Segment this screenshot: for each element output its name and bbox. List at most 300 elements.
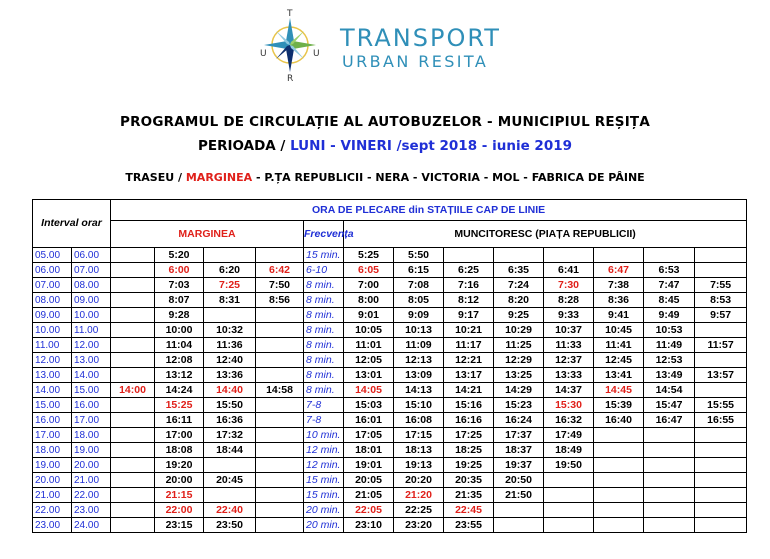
departure-marginea: 6:20 <box>204 263 256 278</box>
departure-muncitoresc: 13:41 <box>594 368 644 383</box>
frequency-header: Frecvența <box>304 221 344 248</box>
departure-muncitoresc <box>544 503 594 518</box>
station-b-header: MUNCITORESC (PIAȚA REPUBLICII) <box>344 221 747 248</box>
departure-marginea <box>111 308 155 323</box>
departure-muncitoresc: 12:37 <box>544 353 594 368</box>
departure-muncitoresc <box>494 503 544 518</box>
departure-marginea <box>111 248 155 263</box>
interval-from: 06.00 <box>33 263 72 278</box>
interval-from: 15.00 <box>33 398 72 413</box>
departure-marginea: 7:50 <box>256 278 304 293</box>
table-row <box>33 323 747 338</box>
departure-marginea: 23:50 <box>204 518 256 533</box>
departure-muncitoresc: 19:13 <box>394 458 444 473</box>
departure-muncitoresc <box>594 248 644 263</box>
departure-muncitoresc: 10:21 <box>444 323 494 338</box>
departure-muncitoresc: 8:53 <box>695 293 747 308</box>
departure-muncitoresc: 12:21 <box>444 353 494 368</box>
interval-to: 23.00 <box>72 503 111 518</box>
departure-marginea <box>111 443 155 458</box>
departure-muncitoresc: 10:13 <box>394 323 444 338</box>
departure-muncitoresc: 8:12 <box>444 293 494 308</box>
interval-from: 16.00 <box>33 413 72 428</box>
departure-muncitoresc: 11:41 <box>594 338 644 353</box>
departure-muncitoresc: 9:57 <box>695 308 747 323</box>
departure-muncitoresc <box>644 248 695 263</box>
departure-marginea: 9:28 <box>155 308 204 323</box>
departure-marginea: 16:11 <box>155 413 204 428</box>
departure-muncitoresc <box>695 323 747 338</box>
interval-from: 20.00 <box>33 473 72 488</box>
departure-muncitoresc: 21:50 <box>494 488 544 503</box>
frequency-cell: 20 min. <box>304 518 344 533</box>
table-row <box>33 428 747 443</box>
departure-muncitoresc: 15:10 <box>394 398 444 413</box>
period-value: LUNI - VINERI /sept 2018 - iunie 2019 <box>290 138 573 154</box>
departure-muncitoresc: 10:29 <box>494 323 544 338</box>
interval-to: 22.00 <box>72 488 111 503</box>
departure-marginea: 17:00 <box>155 428 204 443</box>
departure-muncitoresc: 18:25 <box>444 443 494 458</box>
departure-muncitoresc: 11:57 <box>695 338 747 353</box>
brand-name-line1: TRANSPORT <box>340 24 501 52</box>
departure-marginea <box>256 503 304 518</box>
frequency-cell: 8 min. <box>304 383 344 398</box>
departure-muncitoresc: 6:05 <box>344 263 394 278</box>
departure-muncitoresc: 10:45 <box>594 323 644 338</box>
departure-muncitoresc: 19:25 <box>444 458 494 473</box>
table-row <box>33 518 747 533</box>
departure-muncitoresc <box>644 428 695 443</box>
departure-muncitoresc: 9:41 <box>594 308 644 323</box>
table-row <box>33 383 747 398</box>
interval-from: 18.00 <box>33 443 72 458</box>
frequency-cell: 15 min. <box>304 488 344 503</box>
departure-marginea <box>111 458 155 473</box>
departure-muncitoresc: 17:15 <box>394 428 444 443</box>
departure-muncitoresc <box>695 458 747 473</box>
departure-muncitoresc: 23:10 <box>344 518 394 533</box>
departure-muncitoresc: 14:21 <box>444 383 494 398</box>
departure-marginea <box>111 263 155 278</box>
departure-muncitoresc <box>594 443 644 458</box>
departure-muncitoresc: 5:50 <box>394 248 444 263</box>
departure-marginea: 22:00 <box>155 503 204 518</box>
frequency-cell: 7-8 <box>304 413 344 428</box>
frequency-cell: 15 min. <box>304 473 344 488</box>
departure-muncitoresc: 18:01 <box>344 443 394 458</box>
departure-marginea: 16:36 <box>204 413 256 428</box>
departure-marginea <box>204 248 256 263</box>
departure-marginea <box>256 323 304 338</box>
departure-marginea <box>256 338 304 353</box>
departure-muncitoresc: 16:08 <box>394 413 444 428</box>
departure-marginea <box>111 278 155 293</box>
departure-marginea: 15:50 <box>204 398 256 413</box>
departure-muncitoresc: 14:29 <box>494 383 544 398</box>
departure-muncitoresc: 7:55 <box>695 278 747 293</box>
table-row <box>33 443 747 458</box>
departure-muncitoresc <box>695 263 747 278</box>
interval-to: 06.00 <box>72 248 111 263</box>
table-row <box>33 413 747 428</box>
departure-marginea <box>256 398 304 413</box>
departure-muncitoresc: 6:41 <box>544 263 594 278</box>
departure-marginea <box>256 413 304 428</box>
departure-muncitoresc: 13:25 <box>494 368 544 383</box>
frequency-cell: 8 min. <box>304 323 344 338</box>
departure-marginea <box>111 503 155 518</box>
brand-name-line2: URBAN RESITA <box>342 52 489 71</box>
departure-marginea: 22:40 <box>204 503 256 518</box>
table-row <box>33 458 747 473</box>
frequency-cell: 8 min. <box>304 353 344 368</box>
page-title: PROGRAMUL DE CIRCULAȚIE AL AUTOBUZELOR - MUNICIPIUL REȘIȚA <box>119 114 650 130</box>
departure-muncitoresc: 19:01 <box>344 458 394 473</box>
frequency-cell: 15 min. <box>304 248 344 263</box>
departure-marginea <box>256 443 304 458</box>
departure-muncitoresc: 15:16 <box>444 398 494 413</box>
departure-muncitoresc <box>494 248 544 263</box>
departure-muncitoresc: 13:01 <box>344 368 394 383</box>
departure-marginea: 5:20 <box>155 248 204 263</box>
departure-marginea: 19:20 <box>155 458 204 473</box>
interval-to: 11.00 <box>72 323 111 338</box>
interval-to: 12.00 <box>72 338 111 353</box>
interval-to: 20.00 <box>72 458 111 473</box>
departure-muncitoresc: 16:32 <box>544 413 594 428</box>
departure-muncitoresc: 22:05 <box>344 503 394 518</box>
interval-from: 21.00 <box>33 488 72 503</box>
departure-muncitoresc: 17:25 <box>444 428 494 443</box>
route-line <box>0 171 770 184</box>
departure-marginea: 13:36 <box>204 368 256 383</box>
frequency-cell: 8 min. <box>304 293 344 308</box>
departure-muncitoresc: 12:05 <box>344 353 394 368</box>
interval-from: 12.00 <box>33 353 72 368</box>
period-prefix: PERIOADA / <box>197 138 286 154</box>
departure-marginea: 10:00 <box>155 323 204 338</box>
departure-muncitoresc <box>594 473 644 488</box>
departure-marginea: 14:00 <box>111 383 155 398</box>
departure-muncitoresc: 20:35 <box>444 473 494 488</box>
timetable <box>32 199 747 533</box>
departure-muncitoresc: 21:05 <box>344 488 394 503</box>
logo-letter-bottom: R <box>287 74 294 84</box>
departure-muncitoresc: 17:37 <box>494 428 544 443</box>
table-row <box>33 398 747 413</box>
table-row <box>33 368 747 383</box>
departure-muncitoresc: 13:49 <box>644 368 695 383</box>
departure-marginea: 6:00 <box>155 263 204 278</box>
interval-to: 14.00 <box>72 368 111 383</box>
departure-marginea: 20:00 <box>155 473 204 488</box>
departure-muncitoresc: 10:53 <box>644 323 695 338</box>
interval-from: 22.00 <box>33 503 72 518</box>
table-row <box>33 293 747 308</box>
interval-to: 19.00 <box>72 443 111 458</box>
departure-muncitoresc: 18:49 <box>544 443 594 458</box>
departure-muncitoresc: 16:55 <box>695 413 747 428</box>
departure-marginea <box>111 293 155 308</box>
departure-muncitoresc: 22:25 <box>394 503 444 518</box>
departure-marginea <box>256 473 304 488</box>
departure-muncitoresc: 14:05 <box>344 383 394 398</box>
departure-muncitoresc: 15:55 <box>695 398 747 413</box>
departure-marginea: 11:04 <box>155 338 204 353</box>
departure-muncitoresc: 19:50 <box>544 458 594 473</box>
frequency-cell: 8 min. <box>304 278 344 293</box>
departure-muncitoresc: 20:05 <box>344 473 394 488</box>
frequency-cell: 6-10 <box>304 263 344 278</box>
departure-muncitoresc <box>695 443 747 458</box>
interval-from: 10.00 <box>33 323 72 338</box>
departure-marginea <box>256 248 304 263</box>
frequency-cell: 10 min. <box>304 428 344 443</box>
interval-to: 17.00 <box>72 413 111 428</box>
departure-muncitoresc: 9:33 <box>544 308 594 323</box>
departure-muncitoresc: 6:53 <box>644 263 695 278</box>
departure-muncitoresc: 7:00 <box>344 278 394 293</box>
departure-muncitoresc <box>644 488 695 503</box>
departure-muncitoresc: 9:01 <box>344 308 394 323</box>
departure-marginea <box>256 308 304 323</box>
departure-muncitoresc: 8:20 <box>494 293 544 308</box>
departure-muncitoresc: 8:28 <box>544 293 594 308</box>
departure-muncitoresc <box>594 503 644 518</box>
departure-muncitoresc: 9:25 <box>494 308 544 323</box>
frequency-cell: 8 min. <box>304 338 344 353</box>
departure-muncitoresc <box>544 248 594 263</box>
departure-muncitoresc <box>695 248 747 263</box>
departure-muncitoresc: 5:25 <box>344 248 394 263</box>
table-row <box>33 263 747 278</box>
departure-muncitoresc: 12:29 <box>494 353 544 368</box>
departure-marginea: 18:08 <box>155 443 204 458</box>
table-row <box>33 308 747 323</box>
departure-muncitoresc <box>644 473 695 488</box>
departure-marginea <box>111 368 155 383</box>
departure-muncitoresc: 8:00 <box>344 293 394 308</box>
transport-logo-compass-icon <box>258 8 322 82</box>
departure-muncitoresc: 11:25 <box>494 338 544 353</box>
departure-marginea: 13:12 <box>155 368 204 383</box>
interval-to: 15.00 <box>72 383 111 398</box>
frequency-cell: 12 min. <box>304 443 344 458</box>
departure-muncitoresc: 19:37 <box>494 458 544 473</box>
interval-from: 11.00 <box>33 338 72 353</box>
frequency-cell: 7-8 <box>304 398 344 413</box>
departure-marginea: 7:25 <box>204 278 256 293</box>
departure-muncitoresc <box>444 248 494 263</box>
interval-from: 07.00 <box>33 278 72 293</box>
interval-to: 16.00 <box>72 398 111 413</box>
departure-marginea: 12:40 <box>204 353 256 368</box>
departure-muncitoresc: 6:15 <box>394 263 444 278</box>
departure-marginea: 6:42 <box>256 263 304 278</box>
logo-letter-right: U <box>313 49 320 59</box>
departure-marginea <box>256 368 304 383</box>
departure-muncitoresc: 17:05 <box>344 428 394 443</box>
departure-muncitoresc <box>594 518 644 533</box>
departure-muncitoresc <box>644 443 695 458</box>
departure-marginea <box>204 458 256 473</box>
departure-muncitoresc: 23:55 <box>444 518 494 533</box>
departure-muncitoresc: 7:38 <box>594 278 644 293</box>
departure-muncitoresc: 8:45 <box>644 293 695 308</box>
departure-muncitoresc: 14:54 <box>644 383 695 398</box>
departure-muncitoresc: 11:49 <box>644 338 695 353</box>
departure-marginea: 17:32 <box>204 428 256 443</box>
route-prefix: TRASEU / <box>125 171 186 184</box>
departure-muncitoresc <box>695 488 747 503</box>
departure-marginea <box>204 308 256 323</box>
departure-marginea: 15:25 <box>155 398 204 413</box>
table-row <box>33 248 747 263</box>
interval-to: 08.00 <box>72 278 111 293</box>
departure-muncitoresc: 21:20 <box>394 488 444 503</box>
interval-from: 08.00 <box>33 293 72 308</box>
departure-muncitoresc: 12:53 <box>644 353 695 368</box>
departure-muncitoresc: 9:17 <box>444 308 494 323</box>
departure-muncitoresc <box>695 503 747 518</box>
departure-muncitoresc: 9:09 <box>394 308 444 323</box>
departure-marginea: 12:08 <box>155 353 204 368</box>
departure-muncitoresc <box>695 353 747 368</box>
departure-marginea: 8:56 <box>256 293 304 308</box>
departure-muncitoresc: 6:25 <box>444 263 494 278</box>
departure-muncitoresc: 8:05 <box>394 293 444 308</box>
departure-muncitoresc: 9:49 <box>644 308 695 323</box>
route-highlight: MARGINEA <box>185 171 253 184</box>
departure-marginea: 8:07 <box>155 293 204 308</box>
table-row <box>33 353 747 368</box>
interval-from: 17.00 <box>33 428 72 443</box>
interval-to: 21.00 <box>72 473 111 488</box>
departure-marginea: 23:15 <box>155 518 204 533</box>
departure-muncitoresc: 20:50 <box>494 473 544 488</box>
main-header: ORA DE PLECARE din STAȚIILE CAP DE LINIE <box>111 200 747 221</box>
interval-from: 23.00 <box>33 518 72 533</box>
table-row <box>33 278 747 293</box>
interval-from: 14.00 <box>33 383 72 398</box>
departure-muncitoresc <box>594 488 644 503</box>
departure-marginea: 8:31 <box>204 293 256 308</box>
departure-muncitoresc: 18:37 <box>494 443 544 458</box>
departure-marginea <box>111 398 155 413</box>
departure-marginea <box>111 473 155 488</box>
departure-marginea: 7:03 <box>155 278 204 293</box>
departure-marginea <box>111 488 155 503</box>
departure-marginea <box>111 323 155 338</box>
table-row <box>33 488 747 503</box>
departure-muncitoresc <box>544 473 594 488</box>
interval-to: 13.00 <box>72 353 111 368</box>
departure-marginea <box>204 488 256 503</box>
departure-muncitoresc: 16:47 <box>644 413 695 428</box>
departure-muncitoresc: 16:16 <box>444 413 494 428</box>
period-line <box>0 138 770 154</box>
departure-muncitoresc: 6:35 <box>494 263 544 278</box>
frequency-cell: 8 min. <box>304 368 344 383</box>
departure-muncitoresc: 11:17 <box>444 338 494 353</box>
departure-muncitoresc <box>594 428 644 443</box>
departure-muncitoresc: 12:45 <box>594 353 644 368</box>
table-row <box>33 338 747 353</box>
departure-muncitoresc: 13:57 <box>695 368 747 383</box>
departure-marginea <box>111 338 155 353</box>
departure-muncitoresc <box>644 518 695 533</box>
departure-muncitoresc: 13:17 <box>444 368 494 383</box>
interval-to: 09.00 <box>72 293 111 308</box>
departure-marginea <box>111 428 155 443</box>
interval-to: 18.00 <box>72 428 111 443</box>
departure-muncitoresc: 15:03 <box>344 398 394 413</box>
departure-muncitoresc: 11:01 <box>344 338 394 353</box>
interval-header: Interval orar <box>33 200 111 248</box>
departure-marginea <box>111 518 155 533</box>
departure-marginea: 10:32 <box>204 323 256 338</box>
departure-muncitoresc: 16:24 <box>494 413 544 428</box>
departure-muncitoresc: 22:45 <box>444 503 494 518</box>
departure-muncitoresc: 8:36 <box>594 293 644 308</box>
table-row <box>33 503 747 518</box>
departure-marginea <box>111 353 155 368</box>
departure-muncitoresc <box>695 383 747 398</box>
departure-muncitoresc <box>494 518 544 533</box>
departure-marginea: 14:24 <box>155 383 204 398</box>
departure-muncitoresc: 16:01 <box>344 413 394 428</box>
departure-muncitoresc: 15:47 <box>644 398 695 413</box>
route-rest: - P.ȚA REPUBLICII - NERA - VICTORIA - MOL - FABRICA DE PÂINE <box>252 171 645 184</box>
departure-muncitoresc: 11:33 <box>544 338 594 353</box>
logo-letter-left: U <box>260 49 267 59</box>
departure-muncitoresc <box>594 458 644 473</box>
departure-muncitoresc: 23:20 <box>394 518 444 533</box>
departure-muncitoresc: 14:45 <box>594 383 644 398</box>
departure-muncitoresc <box>695 428 747 443</box>
departure-muncitoresc: 21:35 <box>444 488 494 503</box>
frequency-cell: 20 min. <box>304 503 344 518</box>
departure-marginea <box>256 428 304 443</box>
departure-muncitoresc: 15:23 <box>494 398 544 413</box>
departure-marginea <box>256 518 304 533</box>
interval-from: 19.00 <box>33 458 72 473</box>
departure-muncitoresc: 11:09 <box>394 338 444 353</box>
departure-marginea: 18:44 <box>204 443 256 458</box>
departure-muncitoresc: 6:47 <box>594 263 644 278</box>
departure-marginea: 20:45 <box>204 473 256 488</box>
departure-marginea <box>256 458 304 473</box>
frequency-cell: 12 min. <box>304 458 344 473</box>
departure-muncitoresc: 17:49 <box>544 428 594 443</box>
interval-to: 07.00 <box>72 263 111 278</box>
departure-marginea: 21:15 <box>155 488 204 503</box>
departure-muncitoresc: 13:09 <box>394 368 444 383</box>
departure-muncitoresc: 10:37 <box>544 323 594 338</box>
departure-muncitoresc: 15:30 <box>544 398 594 413</box>
departure-muncitoresc <box>544 518 594 533</box>
interval-from: 09.00 <box>33 308 72 323</box>
departure-muncitoresc: 7:16 <box>444 278 494 293</box>
departure-muncitoresc <box>544 488 594 503</box>
departure-muncitoresc: 15:39 <box>594 398 644 413</box>
departure-muncitoresc: 14:37 <box>544 383 594 398</box>
departure-muncitoresc: 7:08 <box>394 278 444 293</box>
departure-muncitoresc: 7:47 <box>644 278 695 293</box>
departure-muncitoresc: 14:13 <box>394 383 444 398</box>
departure-marginea <box>111 413 155 428</box>
